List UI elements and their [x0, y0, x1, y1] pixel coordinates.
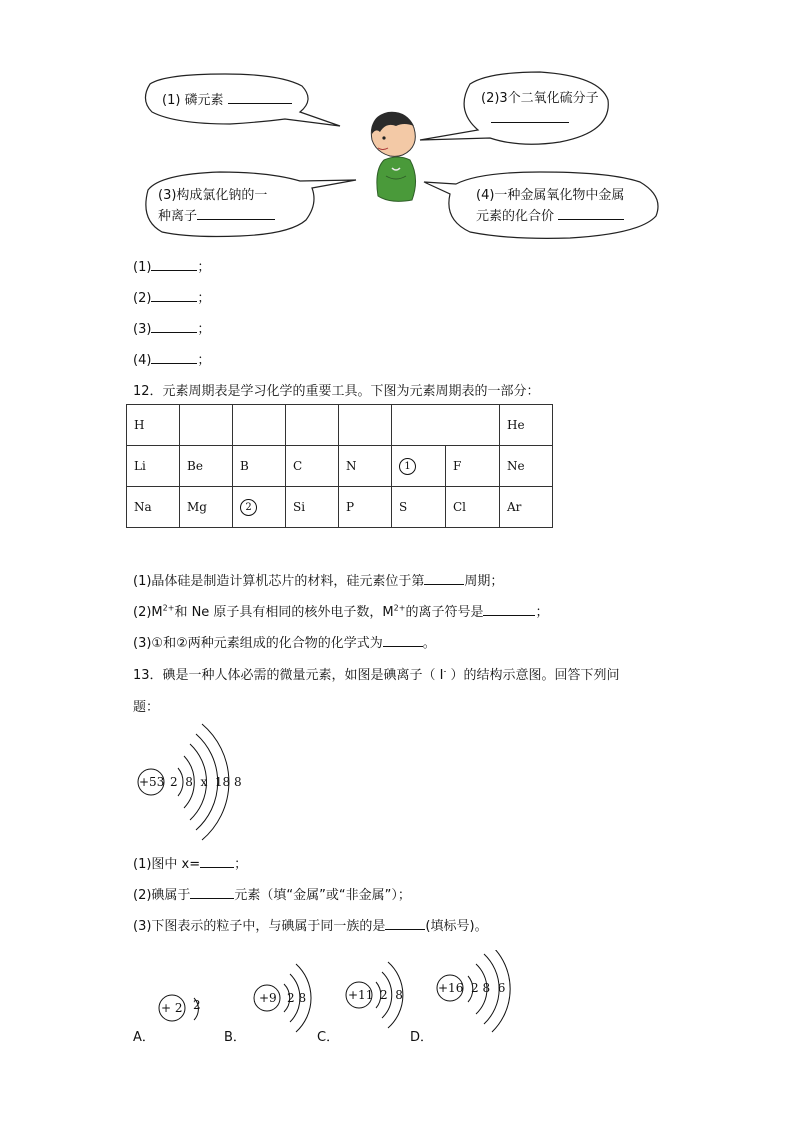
bubble-2-text: [481, 89, 599, 129]
q12-s2-blank[interactable]: [483, 601, 535, 616]
answer-line-4: [133, 349, 210, 368]
q12-s1-text: (1)晶体硅是制造计算机芯片的材料，硅元素位于第: [133, 574, 425, 589]
bubble-4-blank: [558, 205, 624, 220]
q13-s2-text: (2)碘属于: [133, 888, 191, 903]
q13-sub-1: [133, 853, 247, 872]
table-cell: [339, 405, 392, 446]
q13-s2-end: 元素（填“金属”或“非金属”）；: [234, 888, 411, 903]
q13-stem-b: ）的结构示意图。回答下列问: [446, 668, 620, 683]
q12-stem: 12．元素周期表是学习化学的重要工具。下图为元素周期表的一部分：: [133, 384, 540, 399]
answer-1-blank[interactable]: [151, 256, 197, 271]
table-cell: S: [392, 487, 446, 528]
q13-s3-text: (3)下图表示的粒子中，与碘属于同一族的是: [133, 919, 386, 934]
periodic-table: [126, 404, 553, 528]
answer-3-end: ；: [197, 322, 211, 337]
q13-stem-line2: 题：: [133, 700, 160, 715]
option-d-nucleus-label: +16: [438, 981, 464, 995]
table-cell: Ne: [500, 446, 553, 487]
table-cell-merged: [392, 405, 500, 446]
answer-2-end: ；: [197, 291, 211, 306]
table-cell: Cl: [446, 487, 500, 528]
table-row: [127, 405, 553, 446]
q12-sub-1: [133, 570, 503, 589]
bubble-3-blank: [197, 205, 275, 220]
table-cell: P: [339, 487, 392, 528]
option-b-letter[interactable]: B．: [224, 1030, 246, 1045]
bubble-3-text: [158, 186, 275, 226]
q13-s1-text: (1)图中 x=: [133, 857, 201, 872]
bubble-1-blank: [228, 89, 292, 104]
answer-3-label: (3): [133, 322, 152, 337]
table-cell: N: [339, 446, 392, 487]
answer-line-2: [133, 287, 210, 306]
q12-sub-2: [133, 601, 548, 620]
answer-4-blank[interactable]: [151, 349, 197, 364]
q12-s3-end: 。: [422, 636, 436, 651]
answer-line-3: [133, 318, 210, 337]
table-cell: [233, 405, 286, 446]
q13-sub-2: [133, 884, 411, 903]
answer-4-label: (4): [133, 353, 152, 368]
q12-s2-c: 的离子符号是: [405, 605, 484, 620]
q12-s2-sup: 2+: [162, 603, 175, 613]
bubble-2-label: (2)3个二氧化硫分子: [481, 91, 599, 106]
table-cell: Be: [180, 446, 233, 487]
answer-line-1: [133, 256, 210, 275]
table-cell: [180, 405, 233, 446]
circled-marker-1: 1: [399, 458, 416, 475]
bubble-4-text: [476, 186, 624, 226]
table-row: [127, 446, 553, 487]
table-cell: [286, 405, 339, 446]
q13-s2-blank[interactable]: [190, 884, 234, 899]
q13-s1-blank[interactable]: [200, 853, 234, 868]
answer-2-blank[interactable]: [151, 287, 197, 302]
q13-sub-3: [133, 915, 488, 934]
option-a-shells: 2: [193, 998, 201, 1012]
q13-stem-a: 13．碘是一种人体必需的微量元素，如图是碘离子（ I: [133, 668, 444, 683]
answer-4-end: ；: [197, 353, 211, 368]
bubble-1-text: [162, 89, 292, 110]
boy-illustration: [371, 112, 415, 202]
option-c-nucleus-label: +11: [348, 988, 374, 1002]
bubble-4-line1: (4)一种金属氧化物中金属: [476, 188, 625, 203]
table-cell: Mg: [180, 487, 233, 528]
answer-2-label: (2): [133, 291, 152, 306]
option-d-letter[interactable]: D．: [410, 1030, 434, 1045]
q12-s1-end: 周期；: [464, 574, 504, 589]
option-b-nucleus-label: +9: [259, 991, 277, 1005]
table-cell: Na: [127, 487, 180, 528]
q12-s2-b: 和 Ne 原子具有相同的核外电子数，M: [174, 605, 394, 620]
bubble-1-label: (1) 磷元素: [162, 93, 224, 108]
iodine-nucleus-label: +53: [139, 775, 165, 789]
table-cell: F: [446, 446, 500, 487]
q13-stem-line1: [133, 664, 620, 683]
table-cell-marker-2: [233, 487, 286, 528]
bubble-4-line2: 元素的化合价: [476, 209, 555, 224]
option-a-nucleus-label: + 2: [161, 1001, 183, 1015]
circled-marker-2: 2: [240, 499, 257, 516]
iodine-shell-electrons: 2 8 x 18 8: [170, 775, 242, 789]
q13-s3-blank[interactable]: [385, 915, 425, 930]
q12-s2-sup2: 2+: [393, 603, 406, 613]
q12-s2-a: (2)M: [133, 605, 163, 620]
bubble-3-line2: 种离子: [158, 209, 198, 224]
table-cell: B: [233, 446, 286, 487]
answer-1-end: ；: [197, 260, 211, 275]
table-cell: He: [500, 405, 553, 446]
option-a-letter[interactable]: A．: [133, 1030, 155, 1045]
table-cell: C: [286, 446, 339, 487]
table-cell: Li: [127, 446, 180, 487]
q12-s2-end: ；: [535, 605, 549, 620]
q12-sub-3: [133, 632, 436, 651]
table-cell: Ar: [500, 487, 553, 528]
option-d-shells: 2 8 6: [471, 981, 506, 995]
q12-s1-blank[interactable]: [424, 570, 464, 585]
answer-3-blank[interactable]: [151, 318, 197, 333]
answer-1-label: (1): [133, 260, 152, 275]
option-b-shells: 2 8: [287, 991, 307, 1005]
option-c-shells: 2 8: [380, 988, 403, 1002]
q12-s3-blank[interactable]: [383, 632, 423, 647]
table-cell: Si: [286, 487, 339, 528]
option-c-letter[interactable]: C．: [317, 1030, 340, 1045]
bubble-2-blank: [491, 108, 569, 123]
table-row: [127, 487, 553, 528]
particle-options-diagram: [150, 950, 530, 1040]
q13-s1-end: ；: [234, 857, 248, 872]
bubble-3-line1: (3)构成氯化钠的一: [158, 188, 268, 203]
speech-bubbles-illustration: [0, 0, 794, 245]
table-cell: H: [127, 405, 180, 446]
q12-s3-text: (3)①和②两种元素组成的化合物的化学式为: [133, 636, 383, 651]
table-cell-marker-1: [392, 446, 446, 487]
q13-s3-end: (填标号)。: [425, 919, 488, 934]
q13-stem-sup: -: [443, 666, 447, 676]
